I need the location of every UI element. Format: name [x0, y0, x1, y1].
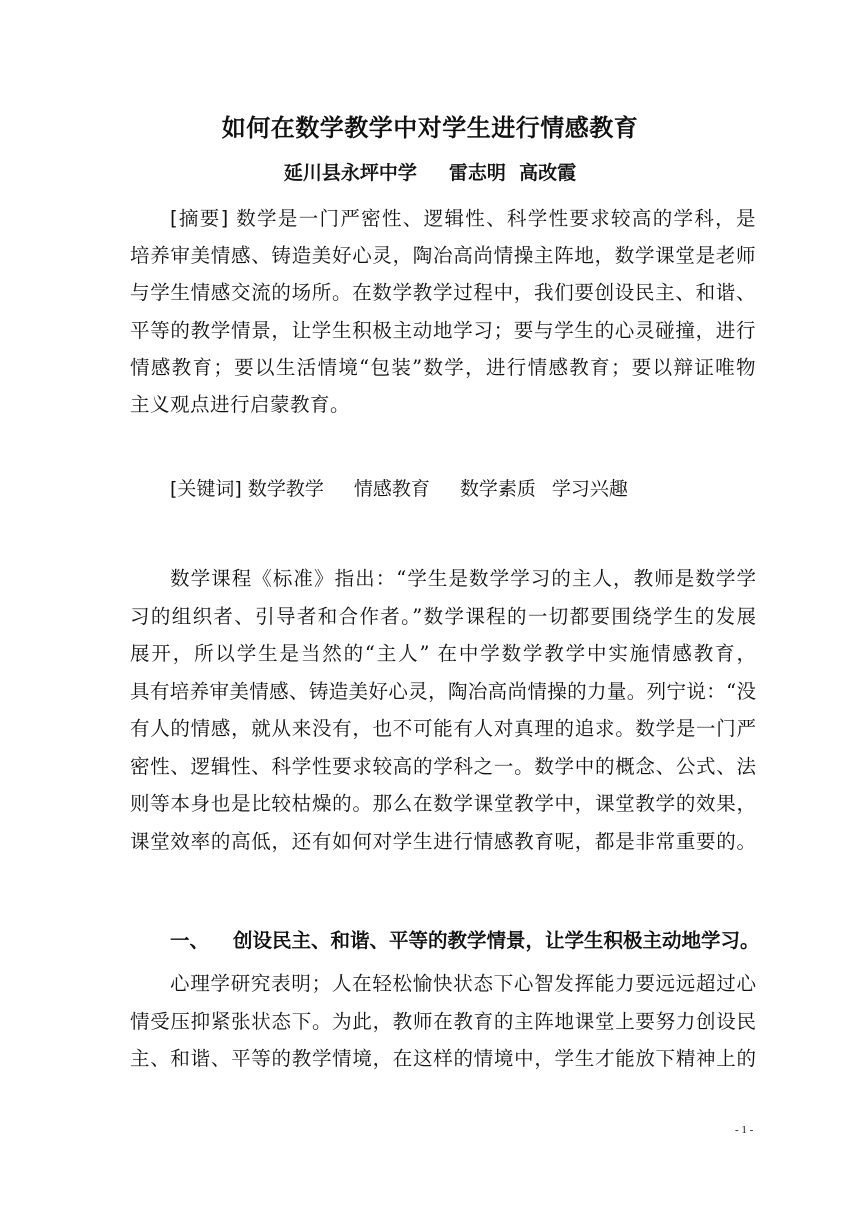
keyword-item: 学习兴趣: [551, 478, 628, 500]
abstract-paragraph: [130, 200, 756, 423]
author-names: 雷志明 高改霞: [448, 162, 577, 184]
body-line: 课堂效率的高低，还有如何对学生进行情感教育呢，都是非常重要的。: [130, 829, 756, 853]
body-paragraph: [130, 965, 756, 1078]
school-name: 延川县永坪中学: [283, 162, 417, 184]
abstract-line: 平等的教学情景，让学生积极主动地学习；要与学生的心灵碰撞，进行: [130, 318, 756, 342]
abstract-line: [摘要] 数学是一门严密性、逻辑性、科学性要求较高的学科，是: [170, 207, 756, 230]
abstract-line: 情感教育；要以生活情境“包装”数学，进行情感教育；要以辩证唯物: [130, 355, 756, 379]
abstract-line: 与学生情感交流的场所。在数学教学过程中，我们要创设民主、和谐、: [130, 281, 756, 305]
body-line: 则等本身也是比较枯燥的。那么在数学课堂教学中，课堂教学的效果，: [130, 792, 756, 815]
section-title: 创设民主、和谐、平等的教学情景，让学生积极主动地学习。: [233, 929, 760, 952]
abstract-line: 主义观点进行启蒙教育。: [130, 392, 351, 416]
author-line: [0, 158, 860, 185]
keywords-tag: [关键词]: [170, 478, 242, 500]
keyword-item: 数学素质: [459, 478, 536, 500]
section-number: 一、: [170, 929, 210, 952]
document-title: 如何在数学教学中对学生进行情感教育: [221, 114, 639, 142]
page-number: - 1 -: [735, 1124, 754, 1136]
body-line: 情受压抑紧张状态下。为此，教师在教育的主阵地课堂上要努力创设民: [130, 1009, 756, 1033]
body-line: 密性、逻辑性、科学性要求较高的学科之一。数学中的概念、公式、法: [130, 754, 756, 778]
body-line: 数学课程《标准》指出：“学生是数学学习的主人，教师是数学学: [170, 567, 756, 590]
body-line: 习的组织者、引导者和合作者。”数学课程的一切都要围绕学生的发展: [130, 604, 756, 628]
body-line: 具有培养审美情感、铸造美好心灵，陶冶高尚情操的力量。列宁说：“没: [130, 679, 756, 703]
body-line: 有人的情感，就从来没有，也不可能有人对真理的追求。数学是一门严: [130, 717, 756, 740]
keywords-line: [170, 474, 658, 501]
keyword-item: 数学教学: [247, 478, 324, 500]
abstract-line: 培养审美情感、铸造美好心灵，陶冶高尚情操主阵地，数学课堂是老师: [130, 244, 756, 268]
body-paragraph: [130, 560, 756, 860]
body-line: 心理学研究表明；人在轻松愉快状态下心智发挥能力要远远超过心: [170, 972, 756, 995]
body-line: 展开，所以学生是当然的“主人” 在中学数学教学中实施情感教育，: [130, 642, 756, 665]
section-heading: [170, 925, 770, 953]
keyword-item: 情感教育: [353, 478, 430, 500]
abstract-tag: [摘要]: [170, 207, 229, 230]
body-line: 主、和谐、平等的教学情境，在这样的情境中，学生才能放下精神上的: [130, 1047, 756, 1070]
